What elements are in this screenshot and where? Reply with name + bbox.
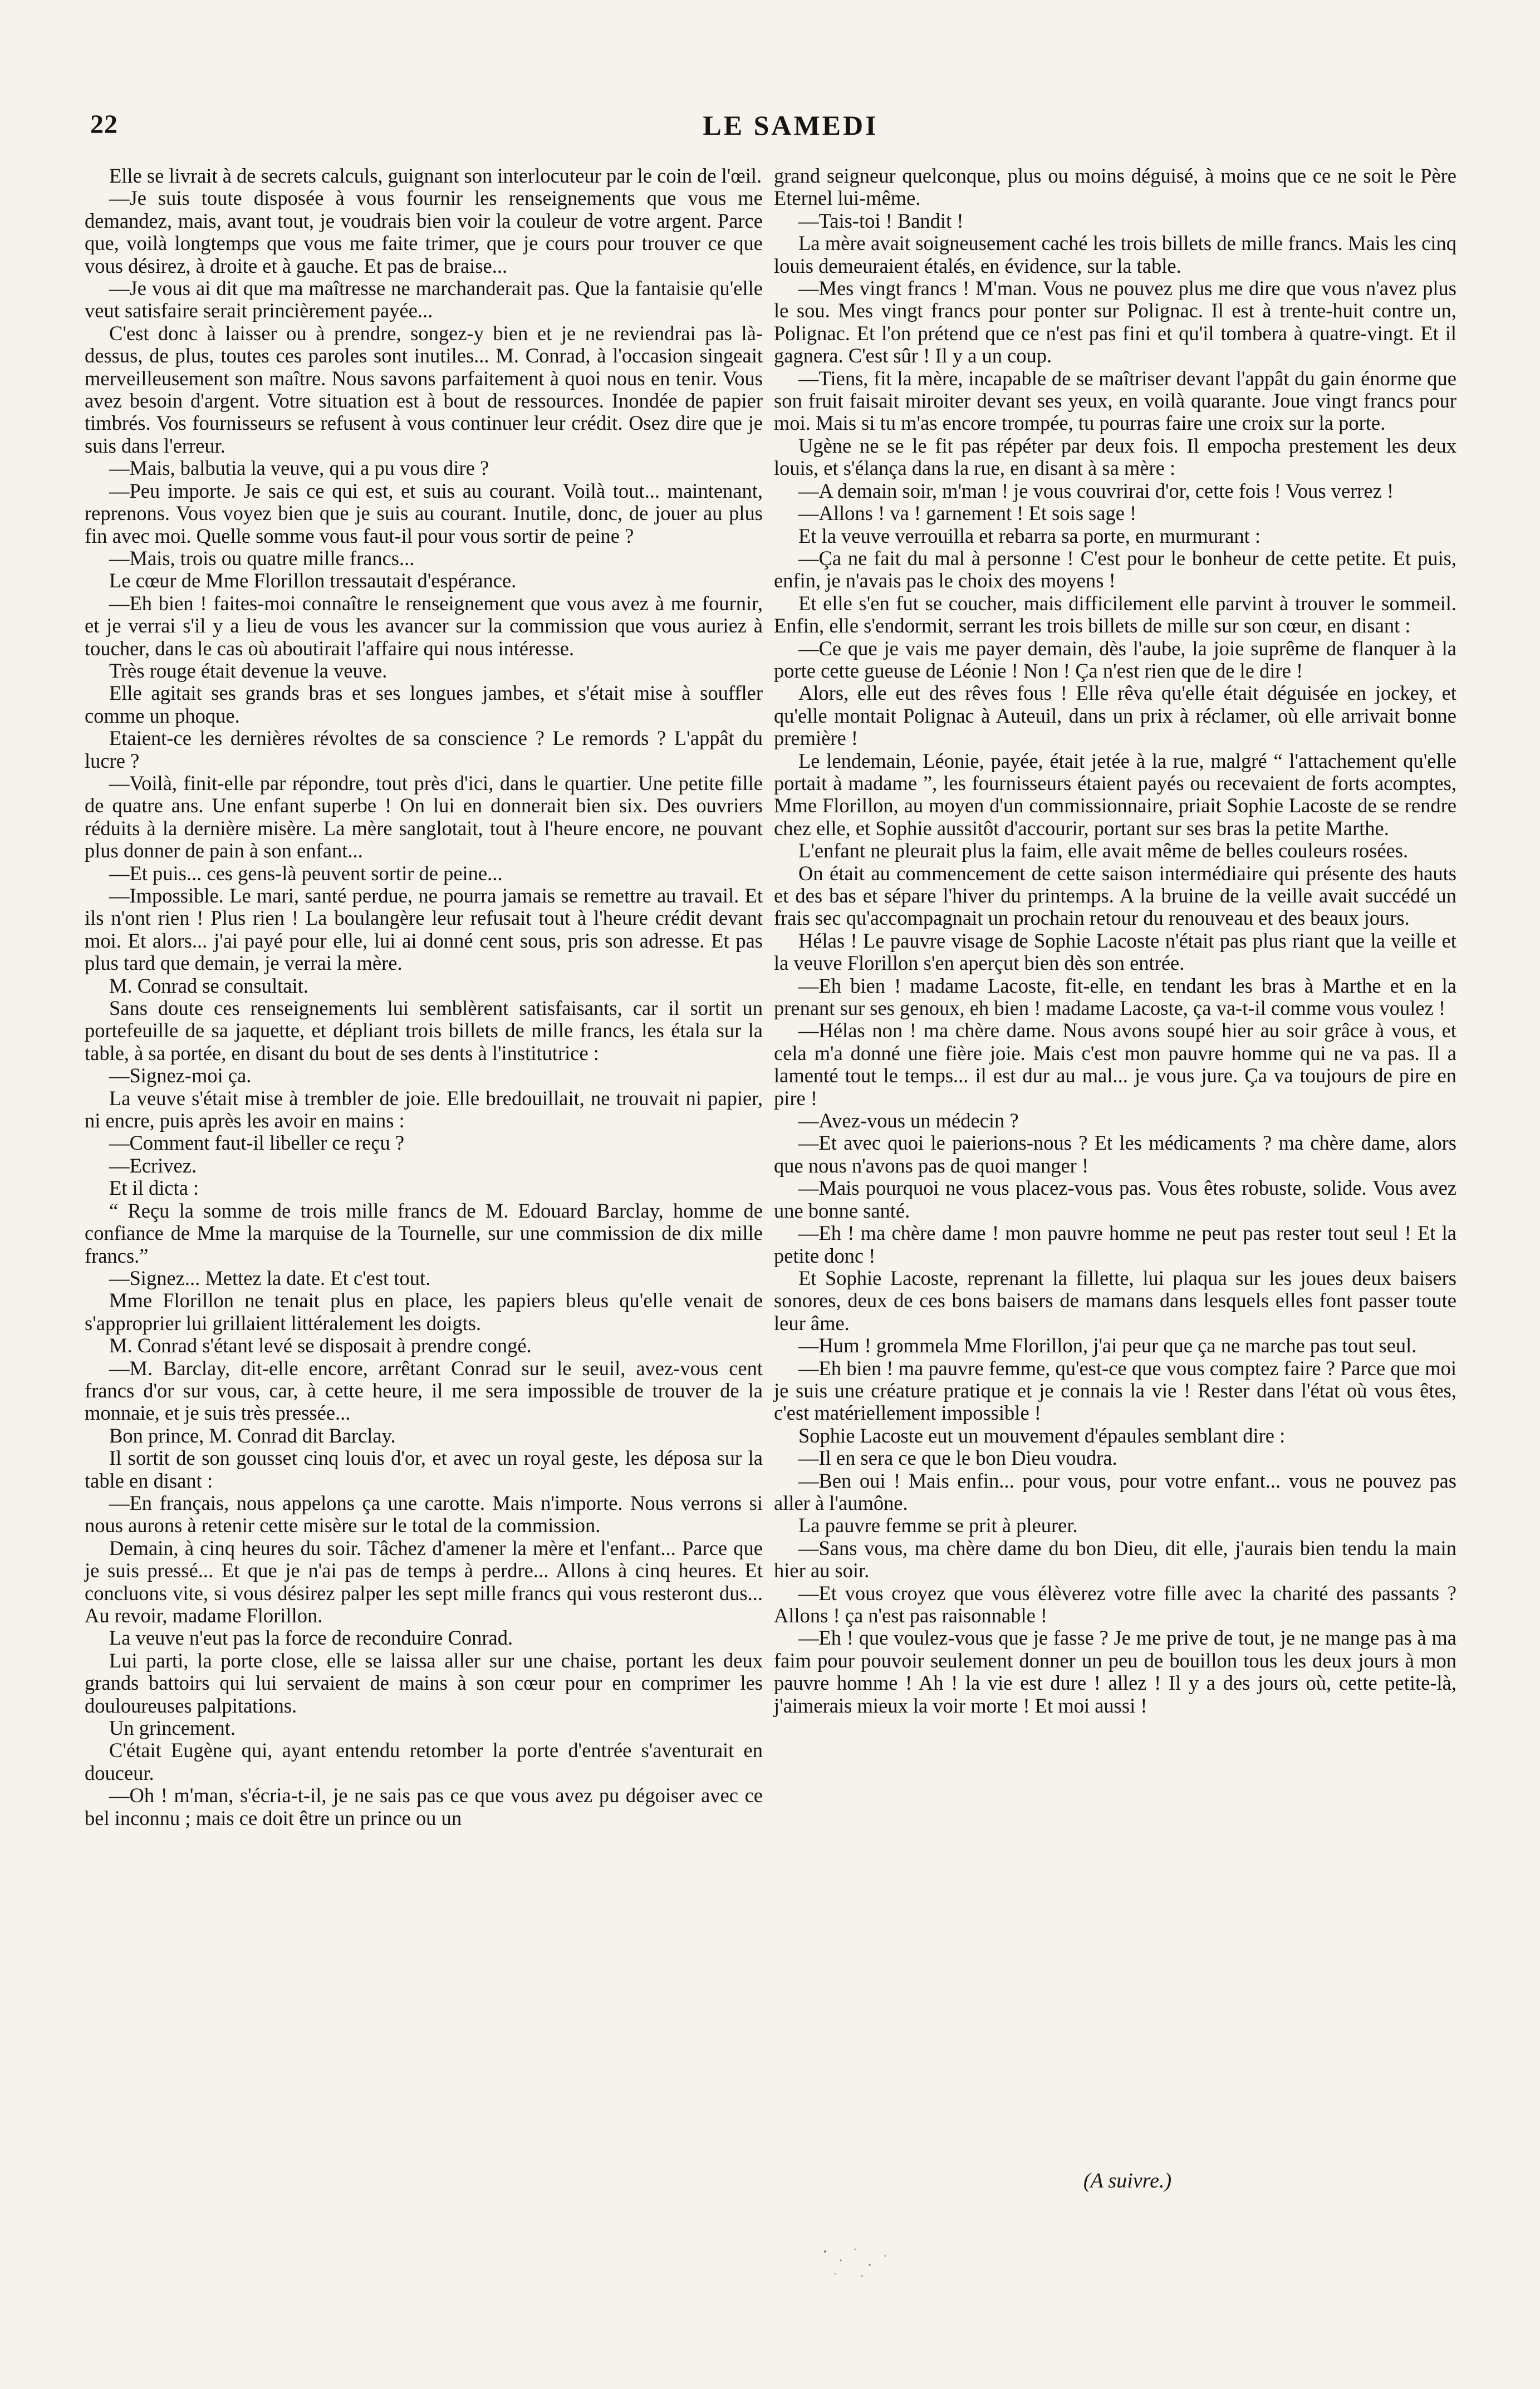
paragraph: Et il dicta : [109,1176,199,1200]
paragraph: Et la veuve verrouilla et rebarra sa porte, en murmurant : [798,524,1261,547]
paragraph: —Ça ne fait du mal à personne ! C'est pour le bonheur de cette petite. Et puis, enfin, je n'avais pas le choix des moyens ! [774,546,1456,592]
paragraph: C'était Eugène qui, ayant entendu retomber la porte d'entrée s'aventurait en douceur. [85,1739,763,1784]
paragraph: —Tais-toi ! Bandit ! [798,209,964,232]
paragraph: L'enfant ne pleurait plus la faim, elle avait même de belles couleurs rosées. [798,839,1409,862]
running-title: LE SAMEDI [703,110,879,141]
paragraph: —Ecrivez. [109,1154,197,1177]
paragraph: Sans doute ces renseignements lui semblèrent satisfaisants, car il sortit un portefeuille de sa jaquette, et dépliant trois billets de mille francs, les étala sur la table, à sa portée, en disant du bout de ses dents à l'institutrice : [85,997,763,1064]
paragraph: —Comment faut-il libeller ce reçu ? [109,1131,405,1155]
paragraph: —Et avec quoi le paierions-nous ? Et les médicaments ? ma chère dame, alors que nous n'avons pas de quoi manger ! [774,1131,1456,1177]
paragraph: M. Conrad se consultait. [109,974,308,997]
paragraph: —Eh ! ma chère dame ! mon pauvre homme ne peut pas rester tout seul ! Et la petite donc ! [774,1222,1456,1267]
paragraph: —A demain soir, m'man ! je vous couvrirai d'or, cette fois ! Vous verrez ! [798,479,1394,502]
paragraph: Elle agitait ses grands bras et ses longues jambes, et s'était mise à souffler comme un phoque. [85,681,763,727]
paragraph: —Eh bien ! madame Lacoste, fit-elle, en tendant les bras à Marthe et en la prenant sur ses genoux, eh bien ! madame Lacoste, ça va-t-il comme vous voulez ! [774,974,1456,1020]
paragraph: —Il en sera ce que le bon Dieu voudra. [798,1446,1117,1470]
paragraph: La veuve s'était mise à trembler de joie. Elle bredouillait, ne trouvait ni papier, ni encre, puis après les avoir en mains : [85,1086,763,1132]
paragraph: Bon prince, M. Conrad dit Barclay. [109,1424,396,1447]
paragraph: Et Sophie Lacoste, reprenant la fillette, lui plaqua sur les joues deux baisers sonores, deux de ces bons baisers de mamans dans lesquels elles font passer toute leur âme. [774,1266,1456,1335]
paragraph: Le lendemain, Léonie, payée, était jetée à la rue, malgré “ l'attachement qu'elle portait à madame ”, les fournisseurs étaient payés ou recevaient de forts acomptes, Mme Florillon, au moyen d'un commissionnaire, priait Sophie Lacoste de se rendre chez elle, et Sophie aussitôt d'accourir, portant sur ses bras la petite Marthe. [774,749,1456,840]
paragraph: Etaient-ce les dernières révoltes de sa conscience ? Le remords ? L'appât du lucre ? [85,727,763,772]
paragraph: Demain, à cinq heures du soir. Tâchez d'amener la mère et l'enfant... Parce que je suis pressé... Et que je n'ai pas de temps à perdre... Allons à cinq heures. Et concluons vite, si vous désirez palper les sept mille francs qui vous resteront dus... Au revoir, madame Florillon. [85,1536,763,1627]
paragraph: —Ce que je vais me payer demain, dès l'aube, la joie suprême de flanquer à la porte cette gueuse de Léonie ! Non ! Ça n'est rien que de le dire ! [774,636,1456,682]
paragraph: —Eh bien ! faites-moi connaître le renseignement que vous avez à me fournir, et je verrai s'il y a lieu de vous les avancer sur la commission que vous auriez à toucher, dans le cas où aboutirait l'affaire qui nous intéresse. [85,591,763,660]
paragraph: —Et vous croyez que vous élèverez votre fille avec la charité des passants ? Allons ! ça n'est pas raisonnable ! [774,1581,1456,1627]
paragraph: —Tiens, fit la mère, incapable de se maîtriser devant l'appât du gain énorme que son fruit faisait miroiter devant ses yeux, en voilà quarante. Joue vingt francs pour moi. Mais si tu m'as encore trompée, tu pourras faire une croix sur la porte. [774,366,1456,435]
paragraph: —M. Barclay, dit-elle encore, arrêtant Conrad sur le seuil, avez-vous cent francs d'or sur vous, car, à cette heure, il me sera impossible de trouver de la monnaie, et je suis très pressée... [85,1356,763,1425]
left-column [85,165,763,1829]
paragraph: —Avez-vous un médecin ? [798,1109,1019,1132]
paragraph: La mère avait soigneusement caché les trois billets de mille francs. Mais les cinq louis demeuraient étalés, en évidence, sur la table. [774,232,1456,277]
paragraph: —Signez... Mettez la date. Et c'est tout. [109,1266,431,1289]
paragraph: La pauvre femme se prit à pleurer. [798,1514,1078,1537]
paragraph: —Ben oui ! Mais enfin... pour vous, pour votre enfant... vous ne pouvez pas aller à l'aumône. [774,1469,1456,1514]
print-specks [818,2244,896,2283]
paragraph: —Impossible. Le mari, santé perdue, ne pourra jamais se remettre au travail. Et ils n'ont rien ! Plus rien ! La boulangère leur refusait tout à l'heure crédit devant moi. Et alors... j'ai payé pour elle, lui ai donné cent sous, pris son adresse. Et pas plus tard que demain, je verrai la mère. [85,884,763,975]
paragraph: —En français, nous appelons ça une carotte. Mais n'importe. Nous verrons si nous aurons à retenir cette misère sur le total de la commission. [85,1491,763,1537]
paragraph: Elle se livrait à de secrets calculs, guignant son interlocuteur par le coin de l'œil. [109,164,762,187]
paragraph: Un grincement. [109,1716,236,1740]
paragraph: —Mais, trois ou quatre mille francs... [109,546,415,570]
paragraph: Et elle s'en fut se coucher, mais difficilement elle parvint à trouver le sommeil. Enfin, elle s'endormit, serrant les trois billets de mille sur son cœur, en disant : [774,591,1456,637]
paragraph: M. Conrad s'étant levé se disposait à prendre congé. [109,1334,532,1357]
paragraph: Il sortit de son gousset cinq louis d'or, et avec un royal geste, les déposa sur la table en disant : [85,1446,763,1492]
paragraph: Alors, elle eut des rêves fous ! Elle rêva qu'elle était déguisée en jockey, et qu'elle montait Polignac à Auteuil, dans un prix à réclamer, où elle arrivait bonne première ! [774,681,1456,750]
paragraph: —Voilà, finit-elle par répondre, tout près d'ici, dans le quartier. Une petite fille de quatre ans. Une enfant superbe ! On lui en donnerait bien six. Des ouvriers réduits à la dernière misère. La mère sanglotait, tout à l'heure encore, ne pouvant plus donner de pain à son enfant... [85,771,763,862]
paragraph: C'est donc à laisser ou à prendre, songez-y bien et je ne reviendrai pas là-dessus, de plus, toutes ces paroles sont inutiles... M. Conrad, à l'occasion singeait merveilleusement son maître. Nous savons parfaitement à quoi nous en tenir. Vous avez besoin d'argent. Votre situation est à bout de ressources. Inondée de papier timbrés. Vos fournisseurs se refusent à vous continuer leur crédit. Osez dire que je suis dans l'erreur. [85,321,763,457]
right-column [774,165,1456,1717]
paragraph: —Oh ! m'man, s'écria-t-il, je ne sais pas ce que vous avez pu dégoiser avec ce bel inconnu ; mais ce doit être un prince ou un [85,1784,763,1829]
paragraph: —Peu importe. Je sais ce qui est, et suis au courant. Voilà tout... maintenant, reprenons. Vous voyez bien que je suis au courant. Inutile, donc, de jouer au plus fin avec moi. Quelle somme vous faut-il pour vous sortir de peine ? [85,479,763,547]
paragraph: —Eh bien ! ma pauvre femme, qu'est-ce que vous comptez faire ? Parce que moi je suis une créature pratique et je connais la vie ! Rester dans l'état où vous êtes, c'est matériellement impossible ! [774,1356,1456,1425]
page-number: 22 [90,110,118,139]
paragraph: Très rouge était devenue la veuve. [109,659,388,682]
paragraph: —Je vous ai dit que ma maîtresse ne marchanderait pas. Que la fantaisie qu'elle veut satisfaire serait princièrement payée... [85,277,763,322]
paragraph: grand seigneur quelconque, plus ou moins déguisé, à moins que ce ne soit le Père Eternel lui-même. [774,164,1456,210]
paragraph: —Allons ! va ! garnement ! Et sois sage ! [798,502,1137,525]
paragraph: La veuve n'eut pas la force de reconduire Conrad. [109,1626,513,1650]
paragraph: —Signez-moi ça. [109,1064,252,1087]
paragraph: Ugène ne se le fit pas répéter par deux fois. Il empocha prestement les deux louis, et s'élança dans la rue, en disant à sa mère : [774,434,1456,480]
paragraph: —Mais pourquoi ne vous placez-vous pas. Vous êtes robuste, solide. Vous avez une bonne santé. [774,1176,1456,1222]
paragraph: Mme Florillon ne tenait plus en place, les papiers bleus qu'elle venait de s'approprier lui grillaient littéralement les doigts. [85,1289,763,1335]
paragraph: —Sans vous, ma chère dame du bon Dieu, dit elle, j'aurais bien tendu la main hier au soir. [774,1536,1456,1582]
paragraph: Sophie Lacoste eut un mouvement d'épaules semblant dire : [798,1424,1286,1447]
paragraph: —Hélas non ! ma chère dame. Nous avons soupé hier au soir grâce à vous, et cela m'a donné une fière joie. Mais c'est mon pauvre homme qui ne va pas. Il a lamenté tout le temps... il est dur au mal... je vous jure. Ça va toujours de pire en pire ! [774,1019,1456,1110]
paragraph: —Hum ! grommela Mme Florillon, j'ai peur que ça ne marche pas tout seul. [798,1334,1417,1357]
paragraph: Hélas ! Le pauvre visage de Sophie Lacoste n'était pas plus riant que la veille et la veuve Florillon s'en aperçut bien dès son entrée. [774,929,1456,975]
paragraph: Le cœur de Mme Florillon tressautait d'espérance. [109,569,517,592]
paragraph: On était au commencement de cette saison intermédiaire qui présente des hauts et des bas et sépare l'hiver du printemps. A la bruine de la veille avait succédé un frais sec qu'accompagnait un prochain retour du renouveau et des beaux jours. [774,861,1456,930]
paragraph: —Eh ! que voulez-vous que je fasse ? Je me prive de tout, je ne mange pas à ma faim pour pouvoir seulement donner un peu de bouillon tous les deux jours à mon pauvre homme ! Ah ! la vie est dure ! allez ! Il y a des jours où, cette petite-là, j'aimerais mieux la voir morte ! Et moi aussi ! [774,1626,1456,1717]
paragraph: —Mes vingt francs ! M'man. Vous ne pouvez plus me dire que vous n'avez plus le sou. Mes vingt francs pour ponter sur Polignac. Il est à trente-huit contre un, Polignac. Et l'on prétend que ce n'est pas fini et qu'il tombera à quatre-vingt. Et il gagnera. C'est sûr ! Il y a un coup. [774,277,1456,367]
paragraph: —Et puis... ces gens-là peuvent sortir de peine... [109,861,503,885]
paragraph: Lui parti, la porte close, elle se laissa aller sur une chaise, portant les deux grands battoirs qui lui servaient de mains à son cœur pour en comprimer les douloureuses palpitations. [85,1649,763,1717]
paragraph: —Je suis toute disposée à vous fournir les renseignements que vous me demandez, mais, avant tout, je voudrais bien voir la couleur de votre argent. Parce que, voilà longtemps que vous me faite trimer, que je cours pour trouver ce que vous désirez, à droite et à gauche. Et pas de braise... [85,187,763,277]
to-be-continued: (A suivre.) [1083,2169,1172,2192]
paragraph: —Mais, balbutia la veuve, qui a pu vous dire ? [109,457,489,480]
paragraph: “ Reçu la somme de trois mille francs de M. Edouard Barclay, homme de confiance de Mme la marquise de la Tournelle, sur une commission de dix mille francs.” [85,1199,763,1267]
